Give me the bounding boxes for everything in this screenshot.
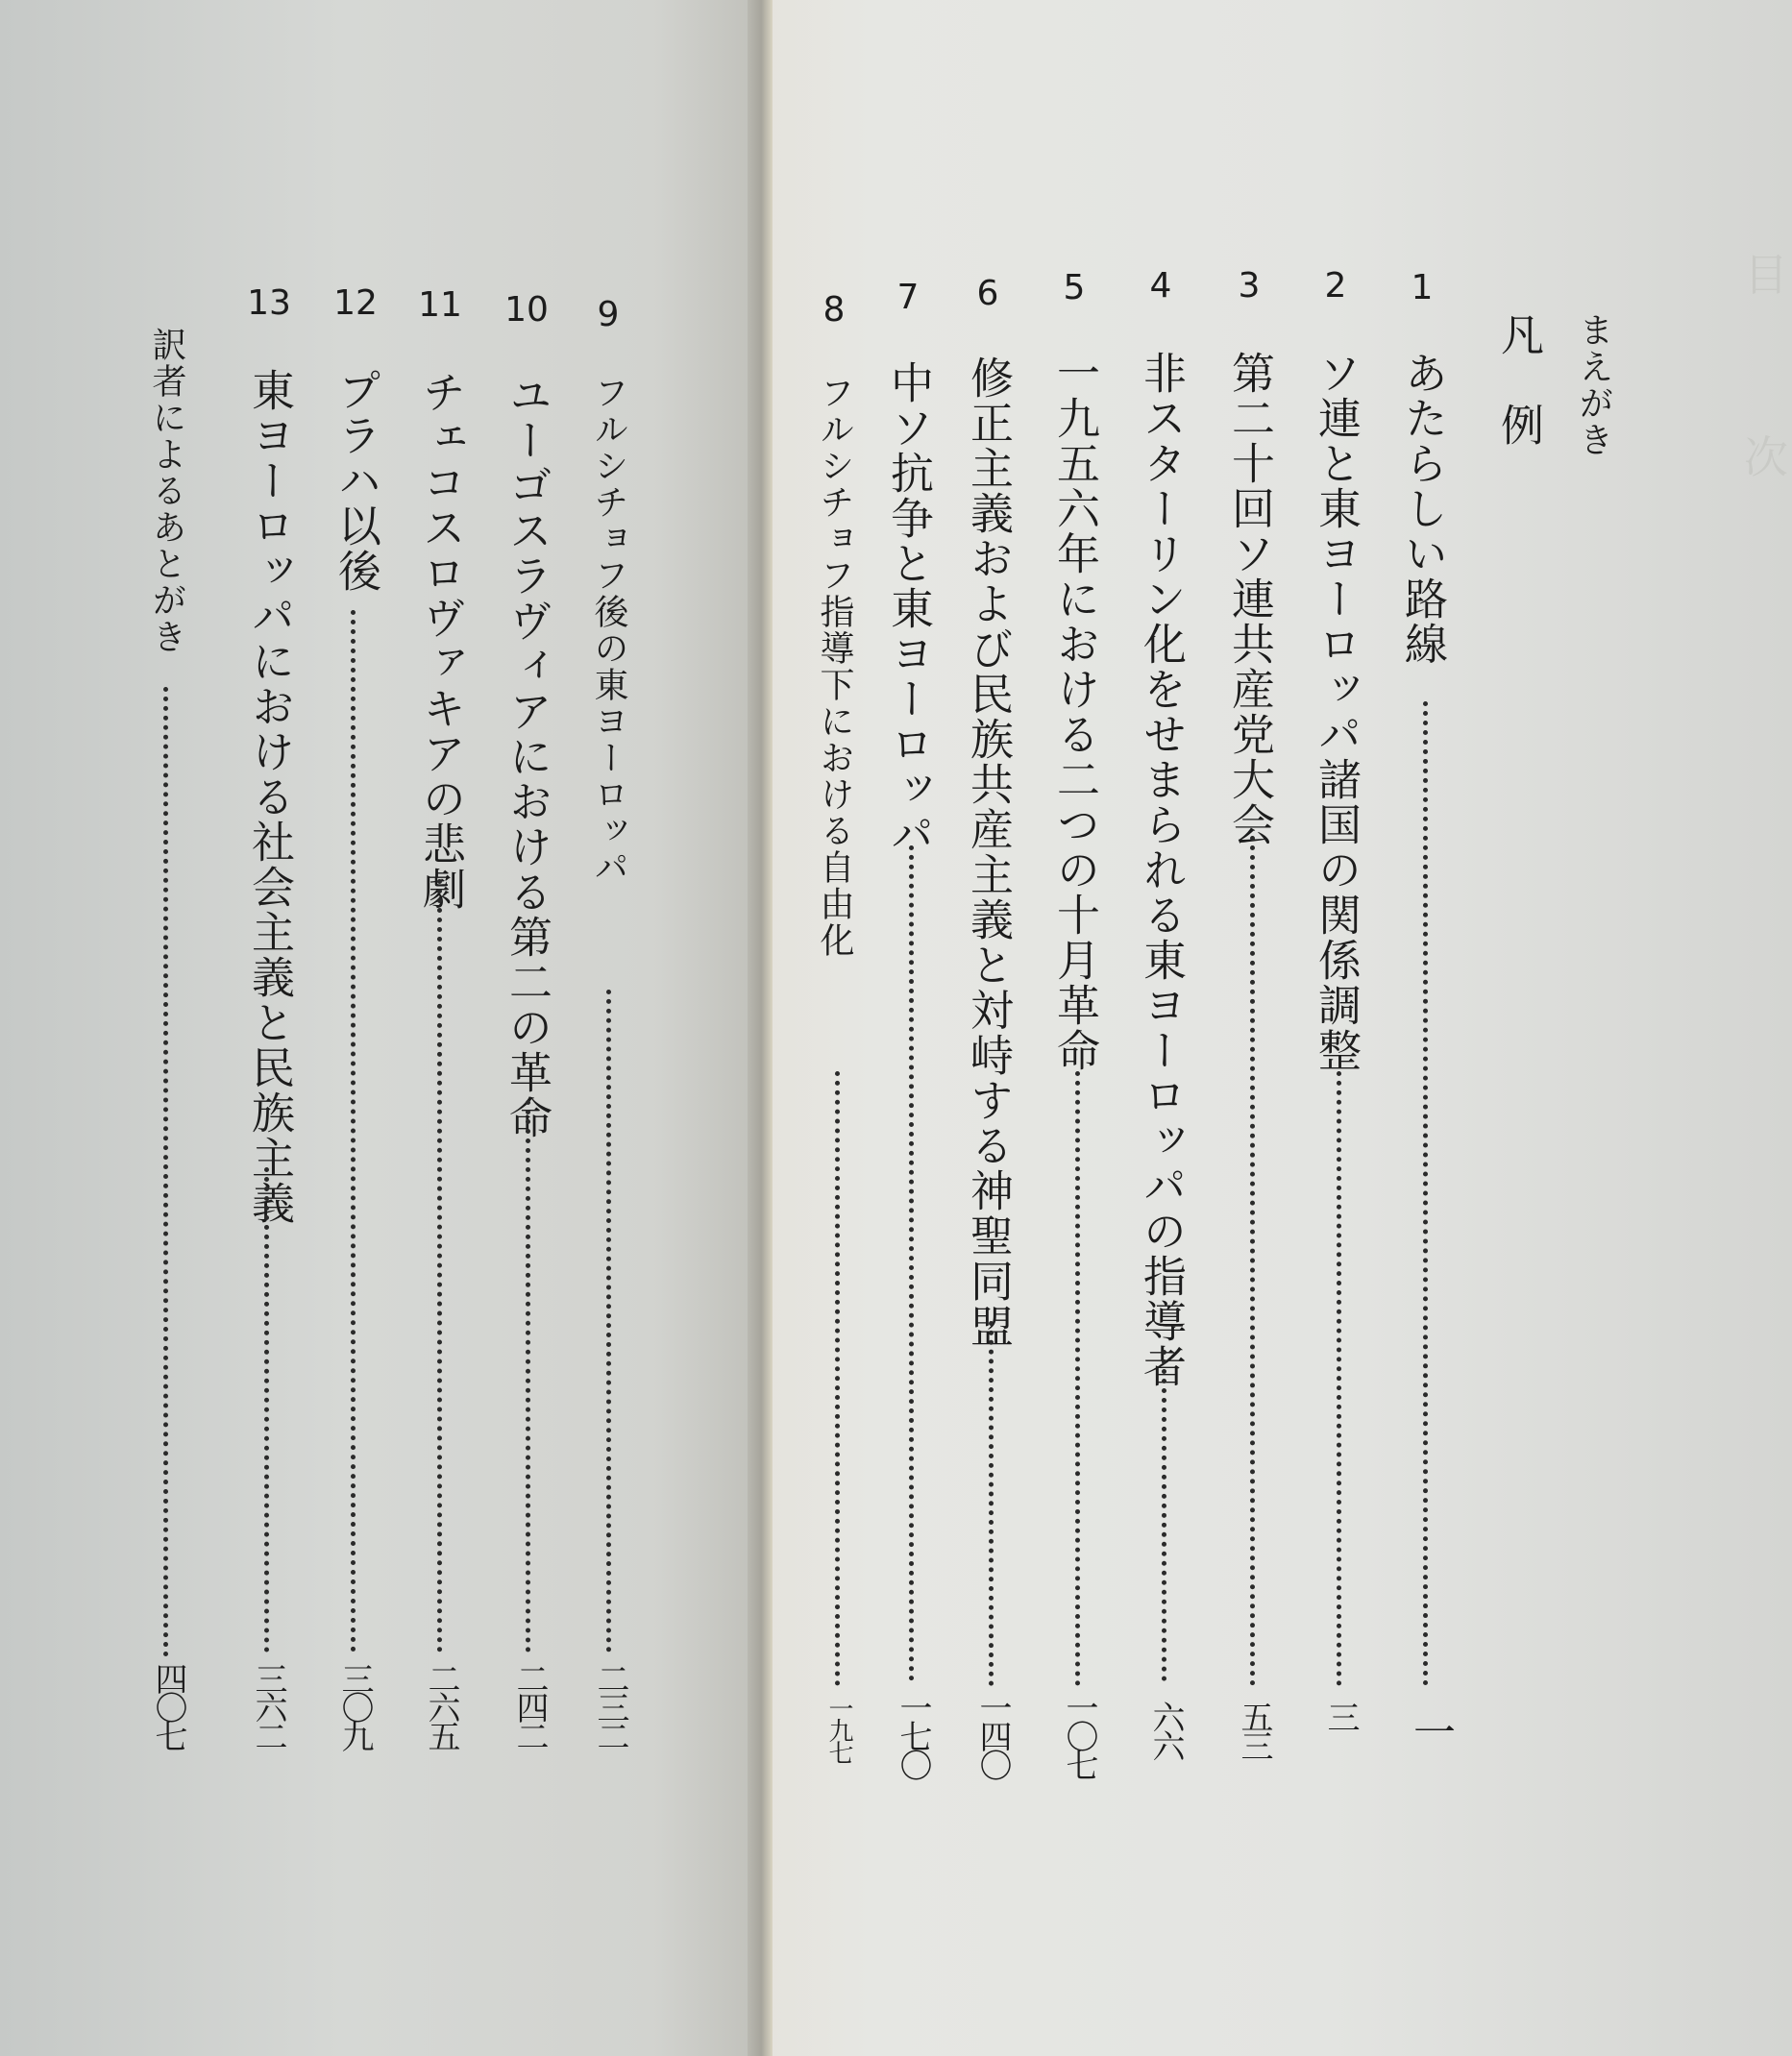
chapter-number: 3 — [1238, 266, 1261, 306]
dot-leader — [1250, 836, 1255, 1686]
chapter-title: フルシチョフ指導下における自由化 — [815, 375, 854, 959]
dot-leader — [1075, 1071, 1080, 1686]
dot-leader — [909, 845, 914, 1681]
dot-leader — [989, 1321, 994, 1686]
dot-leader — [437, 879, 442, 1652]
chapter-number: 9 — [597, 295, 620, 334]
chapter-title: プラハ以後 — [331, 368, 381, 594]
dot-leader — [1162, 1350, 1166, 1681]
page-number: 三 — [1321, 1701, 1360, 1729]
page-number: 二三二 — [591, 1662, 629, 1749]
page-number: 四〇七 — [149, 1662, 187, 1749]
chapter-number: 7 — [896, 278, 920, 317]
page-number: 二四二 — [510, 1662, 549, 1749]
chapter-title: 修正主義および民族共産主義と対峙する神聖同盟 — [963, 355, 1014, 1349]
page-number: 三〇九 — [335, 1662, 374, 1749]
chapter-number: 8 — [822, 290, 846, 330]
chapter-number: 5 — [1063, 268, 1086, 307]
chapter-title: フルシチョフ後の東ヨーロッパ — [589, 375, 628, 886]
afterword-title: 訳者によるあとがき — [147, 327, 186, 655]
dot-leader — [351, 610, 356, 1652]
dot-leader — [1337, 1071, 1341, 1686]
chapter-number: 1 — [1411, 268, 1434, 307]
page-number: 一四〇 — [973, 1691, 1012, 1777]
dot-leader — [163, 687, 168, 1657]
chapter-title: 非スターリン化をせまられる東ヨーロッパの指導者 — [1136, 351, 1187, 1389]
dot-leader — [835, 1071, 840, 1686]
chapter-title: 中ソ抗争と東ヨーロッパ — [883, 360, 934, 857]
page-number: 一〇七 — [1060, 1691, 1098, 1777]
chapter-number: 11 — [418, 285, 462, 325]
notes-entry: 凡 例 — [1493, 312, 1544, 448]
page-number: 二六五 — [422, 1662, 460, 1749]
chapter-number: 13 — [247, 283, 291, 323]
page-number: 一九七 — [824, 1696, 853, 1762]
page-number: 一七〇 — [894, 1691, 932, 1777]
dot-leader — [1423, 701, 1428, 1686]
chapter-title: 第二十回ソ連共産党大会 — [1224, 351, 1275, 847]
chapter-number: 6 — [976, 274, 999, 313]
chapter-number: 4 — [1149, 266, 1172, 306]
chapter-title: チェコスロヴァキアの悲劇 — [415, 370, 466, 912]
show-through-mark: 目 — [1744, 249, 1788, 301]
page-number: 一 — [1406, 1710, 1455, 1749]
chapter-title: ユーゴスラヴィアにおける第二の革命 — [502, 373, 552, 1140]
chapter-title: 東ヨーロッパにおける社会主義と民族主義 — [244, 368, 295, 1226]
page-number: 三六二 — [249, 1662, 287, 1749]
book-gutter — [748, 0, 773, 2056]
chapter-title: あたらしい路線 — [1397, 351, 1448, 667]
page-number: 五三 — [1235, 1701, 1273, 1758]
chapter-title: 一九五六年における二つの十月革命 — [1049, 351, 1100, 1073]
page-number: 六六 — [1146, 1701, 1185, 1758]
show-through-mark: 次 — [1744, 431, 1788, 483]
chapter-number: 10 — [504, 290, 549, 330]
dot-leader — [606, 990, 611, 1652]
preface-entry: まえがき — [1574, 312, 1613, 458]
chapter-number: 2 — [1324, 266, 1347, 306]
chapter-title: ソ連と東ヨーロッパ諸国の関係調整 — [1311, 351, 1362, 1073]
dot-leader — [526, 1100, 530, 1652]
dot-leader — [264, 1167, 269, 1652]
chapter-number: 12 — [333, 283, 378, 323]
